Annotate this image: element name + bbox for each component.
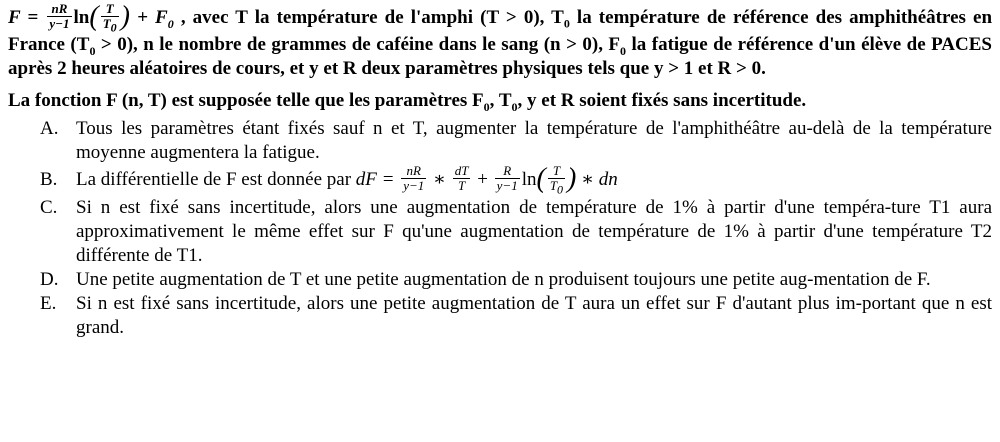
statement: La fonction F (n, T) est supposée telle que les paramètres $F_0$, $T_0$, y et R soient fixés sans incertitude. bbox=[8, 90, 807, 114]
option-text: Une petite augmentation de T et une petite augmentation de n produisent toujours une petite aug-mentation de F. bbox=[76, 268, 931, 290]
option-e bbox=[8, 292, 992, 340]
option-letter: D. bbox=[40, 268, 59, 290]
option-text: Si n est fixé sans incertitude, alors une petite augmentation de T aura un effet sur F d'autant plus im-portant que n est grand. bbox=[76, 292, 992, 338]
option-text: Si n est fixé sans incertitude, alors une augmentation de température de 1% à partir d'une tempéra-ture T1 aura approximativement le même effet sur F qu'une augmentation de température de 1% à partir d'une température T2 différente de T1. bbox=[76, 196, 992, 266]
fraction-nR-y-1: $\frac{nR}{y-1}$ bbox=[49, 1, 70, 31]
formula-F: F = $\frac{nR}{y-1}$ ln( $\frac{T}{T_0}$ ) + $F_0$ bbox=[8, 0, 174, 35]
option-letter: C. bbox=[40, 196, 58, 218]
option-d bbox=[8, 268, 992, 292]
options-list bbox=[8, 117, 992, 340]
option-letter: A. bbox=[40, 118, 59, 139]
option-letter: E. bbox=[40, 292, 57, 314]
differential-formula: dF = $\frac{nR}{y-1}$ ∗ $\frac{dT}{T}$ + $\frac{R}{y-1}$ ln( $\frac{T}{T_0}$ ) ∗ dn bbox=[355, 162, 618, 197]
option-text: La différentielle de F est donnée par bbox=[76, 169, 356, 190]
option-a bbox=[8, 117, 992, 165]
option-c bbox=[8, 196, 992, 268]
option-letter: B. bbox=[40, 169, 58, 190]
option-b bbox=[8, 162, 992, 197]
option-text: Tous les paramètres étant fixés sauf n et T, augmenter la température de l'amphithéâtre au-delà de la température moyenne augmentera la fatigue. bbox=[76, 118, 992, 163]
fraction-T-T0: $\frac{T}{T_0}$ bbox=[102, 1, 117, 35]
intro-paragraph: F = $\frac{nR}{y-1}$ ln( $\frac{T}{T_0}$ ) + $F_0$ , avec T la température de l'amphi (T > 0), $T_0$ la température de référence des amphithéâtres en France $(T_0 > 0)$, n le nombre de grammes de caféine dans le sang (n > 0), $F_0$ la fatigue de référence d'un élève de PACES après 2 heures aléatoires de cours, et y et R deux paramètres physiques tels que y > 1 et R > 0. bbox=[8, 0, 993, 79]
question-page bbox=[8, 0, 993, 340]
